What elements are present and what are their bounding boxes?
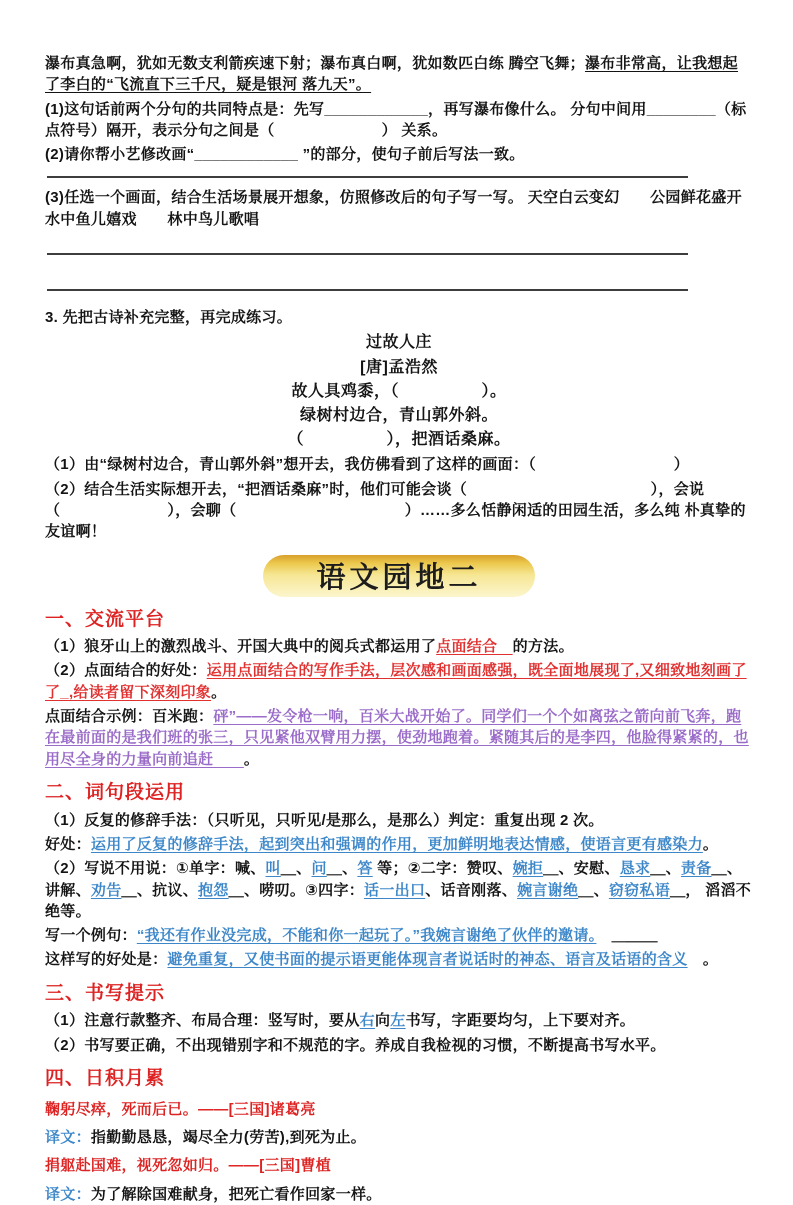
question-2 xyxy=(45,144,753,165)
answer-rule-3 xyxy=(47,289,688,291)
text-run: ＿、安慰、 xyxy=(543,860,620,878)
text-run: 写一个例句： xyxy=(45,927,137,945)
poem-line-3 xyxy=(45,428,753,451)
poem-q2 xyxy=(45,479,753,543)
exercise-3-title xyxy=(45,307,753,328)
section-heading-writing xyxy=(45,982,753,1007)
poem-line-2 xyxy=(45,404,753,427)
usage-benefit-1 xyxy=(45,834,753,855)
text-run: ＿、 xyxy=(326,860,358,878)
text-run: 的方法。 xyxy=(512,638,574,656)
text-run: 向 xyxy=(374,1012,391,1030)
text-run: 窃窃私语 xyxy=(608,881,671,899)
text-run: 、话音刚落、 xyxy=(425,881,518,899)
text-run: 。 xyxy=(702,835,719,853)
text-run: 。 xyxy=(243,750,260,768)
text-run: 绿树村边合，青山郭外斜。 xyxy=(299,406,498,424)
usage-q2 xyxy=(45,858,753,922)
text-run: ＿＿＿ xyxy=(596,927,658,945)
section-heading-exchange xyxy=(45,608,753,633)
quote-1 xyxy=(45,1099,753,1120)
text-run: 问 xyxy=(311,860,327,878)
quote-2-translation xyxy=(45,1184,753,1205)
poem-author xyxy=(45,356,753,379)
text-run: (1)这句话前两个分句的共同特点是：先写____________，再写瀑布像什么。 分句中间用________（标点符号）隔开，表示分句之间是（ ） 关系。 xyxy=(45,100,747,139)
text-run: 捐躯赴国难，视死忽如归。——[三国]曹植 xyxy=(45,1157,331,1175)
question-3 xyxy=(45,187,773,230)
text-run: （1）反复的修辞手法：（只听见，只听见/是那么，是那么）判定：重复出现 2 次。 xyxy=(45,811,604,829)
exchange-q1 xyxy=(45,636,753,657)
text-run: (2)请你帮小艺修改画“____________ ”的部分，使句子前后写法一致。 xyxy=(45,146,525,164)
text-run: 瀑布真急啊，犹如无数支利箭疾速下射；瀑布真白啊，犹如数匹白练 腾空飞舞； xyxy=(45,55,585,72)
intro-paragraph xyxy=(45,53,753,96)
text-run: 劝告 xyxy=(90,881,122,899)
text-run: （1）狼牙山上的激烈战斗、开国大典中的阅兵式都运用了 xyxy=(45,638,437,656)
text-run: （2）书写要正确，不出现错别字和不规范的字。养成自我检视的习惯，不断提高书写水平。 xyxy=(45,1036,666,1054)
text-run: 右 xyxy=(359,1012,375,1030)
text-run: 这样写的好处是： xyxy=(45,951,168,969)
text-run: （1）注意行款整齐、布局合理：竖写时，要从 xyxy=(45,1012,360,1030)
text-run: （2）写说不用说：①单字：喊、 xyxy=(45,860,266,878)
usage-q1 xyxy=(45,810,753,831)
text-run: 三、书写提示 xyxy=(45,982,166,1004)
text-run: ＿、 xyxy=(578,881,609,899)
text-run: （2）点面结合的好处： xyxy=(45,662,207,680)
text-run: ＿、 讲解、 xyxy=(45,860,743,899)
quote-1-translation xyxy=(45,1127,753,1148)
text-run: ＿， 滔滔不绝等。 xyxy=(45,881,752,920)
text-run: （ ），把酒话桑麻。 xyxy=(287,431,511,449)
text-run: 译文： xyxy=(45,1129,91,1146)
text-run: ＿、抗议、 xyxy=(121,881,199,899)
text-run: (3)任选一个画面，结合生活场景展开想象，仿照修改后的句子写一写。 天空白云变幻 公园鲜花盛开 水中鱼儿嬉戏 林中鸟儿歌唱 xyxy=(45,189,773,228)
text-run: 答 xyxy=(357,860,373,878)
text-run: 运用了反复的修辞手法，起到突出和强调的作用，更加鲜明地表达情感，使语言更有感染力 xyxy=(90,835,703,853)
poem-title xyxy=(45,331,753,354)
text-run: 。 xyxy=(687,951,719,969)
text-run: （2）结合生活实际想开去，“把酒话桑麻”时，他们可能会谈（ ），会说（ ），会聊（ ）……多么恬静闲适的田园生活，多么纯 朴真挚的友谊啊！ xyxy=(45,480,746,541)
answer-rule-1 xyxy=(47,176,688,178)
text-run: 责备 xyxy=(680,860,712,878)
writing-tip-2 xyxy=(45,1035,753,1056)
text-run: （1）由“绿树村边合，青山郭外斜”想开去，我仿佛看到了这样的画面：（ ） xyxy=(45,456,690,474)
unit-badge: 语文园地二 xyxy=(263,555,535,597)
text-run: 二、词句段运用 xyxy=(45,781,186,803)
text-run: 避免重复，又使书面的提示语更能体现言者说话时的神态、语言及话语的含义 xyxy=(167,951,688,969)
exchange-example xyxy=(45,706,753,770)
usage-benefit-2 xyxy=(45,949,753,970)
worksheet-bottom-blocks xyxy=(45,608,753,1205)
text-run: 左 xyxy=(390,1012,406,1030)
text-run: [唐]孟浩然 xyxy=(360,358,438,376)
text-run: 一、交流平台 xyxy=(45,608,166,630)
text-run: 书写，字距要均匀，上下要对齐。 xyxy=(405,1012,636,1030)
text-run: 叫 xyxy=(265,860,281,878)
question-1 xyxy=(45,99,753,142)
text-run: 婉拒 xyxy=(512,860,544,878)
exchange-q2 xyxy=(45,660,753,703)
usage-example-sentence xyxy=(45,925,753,946)
text-run: 译文： xyxy=(45,1185,91,1203)
text-run: 运用点面结合的写作手法，层次感和画面感强，既全面地展现了,又细致地刻画了了_,给读者留下深刻印象 xyxy=(45,662,747,701)
text-run: 3. 先把古诗补充完整，再完成练习。 xyxy=(45,309,293,327)
section-heading-usage xyxy=(45,781,753,806)
answer-rule-2 xyxy=(47,253,688,255)
text-run: 故人具鸡黍，（ ）。 xyxy=(291,382,507,400)
text-run: 点面结合示例：百米跑： xyxy=(45,708,214,726)
text-run: 过故人庄 xyxy=(365,334,432,352)
worksheet-top-blocks xyxy=(45,53,773,543)
text-run: 话一出口 xyxy=(364,881,426,899)
text-run: 指勤勤恳恳，竭尽全力(劳苦),到死为止。 xyxy=(90,1129,367,1146)
text-run: 瀑布非常高，让我想起了李白的“飞流直下三千尺，疑是银河 落九天”。 xyxy=(45,55,738,94)
text-run: 砰”——发令枪一响，百米大战开始了。同学们一个个如离弦之箭向前飞奔，跑在最前面的是我们班的张三，只见紧他双臂用力摆，使劲地跑着。紧随其后的是李四，他脸得紧紧的，也用尽全身的力量向前追赶 xyxy=(45,708,749,768)
text-run: 好处： xyxy=(45,835,91,853)
text-run: ＿、 xyxy=(280,860,312,878)
text-run: 恳求 xyxy=(619,860,651,878)
text-run: 婉言谢绝 xyxy=(517,881,579,899)
poem-line-1 xyxy=(45,380,753,403)
quote-2 xyxy=(45,1155,753,1176)
text-run: 鞠躬尽瘁，死而后已。——[三国]诸葛亮 xyxy=(45,1100,316,1118)
writing-tip-1 xyxy=(45,1010,753,1031)
text-run: ＿、唠叨。③四字： xyxy=(228,881,365,899)
text-run: 四、日积月累 xyxy=(45,1068,166,1090)
text-run: 。 xyxy=(211,683,227,701)
text-run: 抱怨 xyxy=(198,881,229,899)
text-run: 为了解除国难献身，把死亡看作回家一样。 xyxy=(90,1185,382,1203)
text-run: ＿、 xyxy=(650,860,681,878)
text-run: “我还有作业没完成，不能和你一起玩了。”我婉言谢绝了伙伴的邀请。 xyxy=(136,927,597,945)
poem-q1 xyxy=(45,454,753,475)
text-run: 等；②二字：赞叹、 xyxy=(372,860,513,878)
section-heading-accumulation xyxy=(45,1067,753,1092)
text-run: 点面结合 xyxy=(436,638,513,656)
